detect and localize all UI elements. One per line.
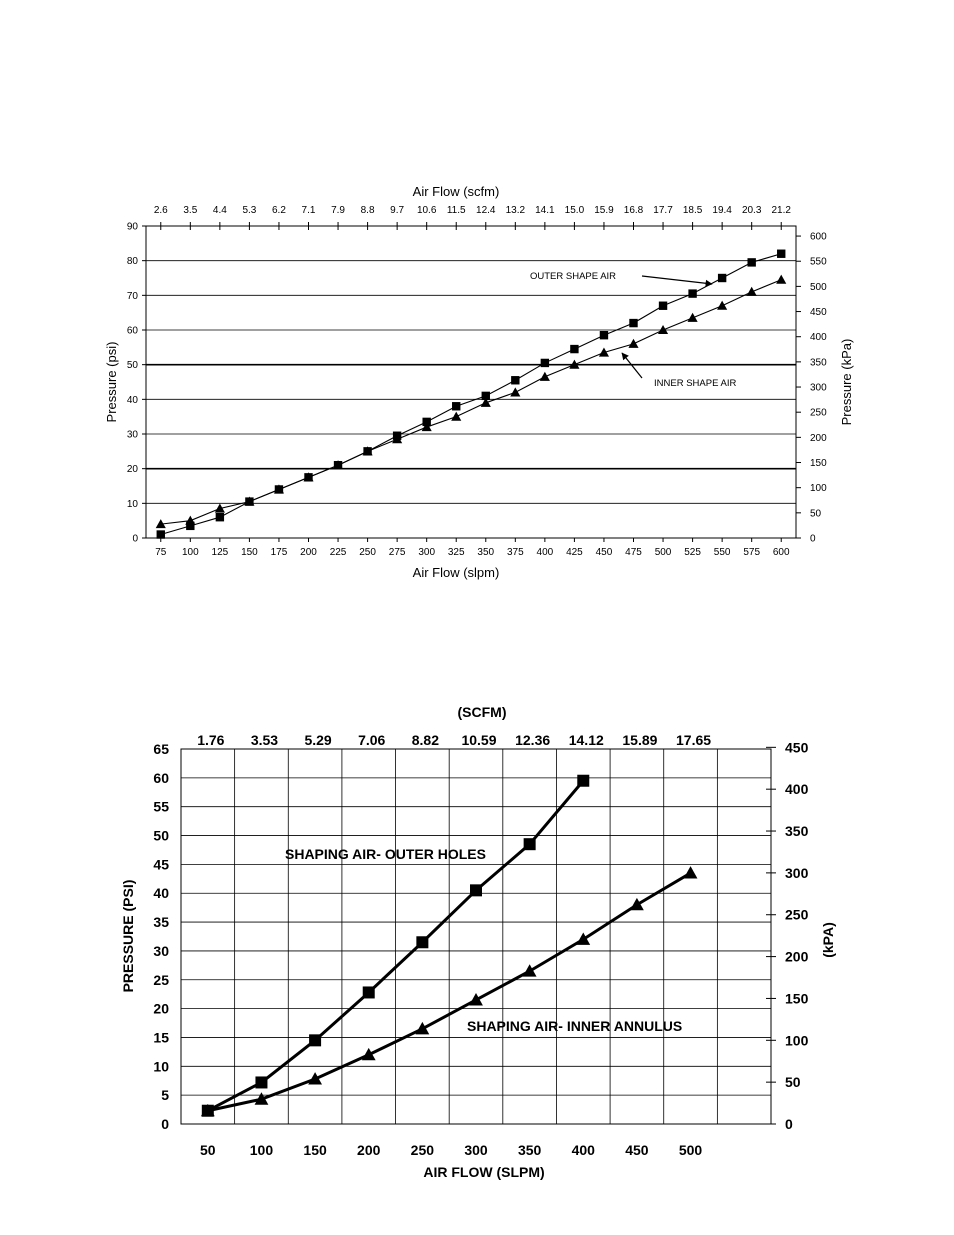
x-tick-label: 225 — [329, 547, 347, 558]
x-tick-label: 300 — [464, 1142, 488, 1158]
y-tick-label: 10 — [153, 1058, 169, 1075]
y2-tick-label: 400 — [785, 781, 809, 798]
top-tick-label: 19.4 — [712, 205, 732, 216]
x-tick-label: 525 — [684, 547, 701, 558]
annotation-inner: INNER SHAPE AIR — [654, 378, 737, 389]
y2-tick-label: 150 — [785, 990, 809, 1007]
data-point-triangle — [684, 866, 698, 878]
x-tick-label: 375 — [506, 547, 524, 558]
y-tick-label: 60 — [153, 769, 169, 786]
top-tick-label: 10.59 — [461, 732, 497, 748]
top-tick-label: 15.0 — [564, 205, 585, 216]
y-tick-label: 40 — [126, 394, 138, 406]
y2-tick-label: 100 — [810, 483, 827, 495]
y2-tick-label: 450 — [785, 739, 809, 756]
y-tick-label: 10 — [126, 498, 138, 510]
y-axis-title: PRESSURE (PSI) — [120, 879, 136, 993]
top-tick-label: 14.1 — [535, 205, 555, 216]
top-tick-label: 4.4 — [212, 205, 227, 216]
x-axis-title: AIR FLOW (SLPM) — [423, 1164, 545, 1180]
y2-tick-label: 600 — [810, 231, 827, 243]
y2-axis-title: Pressure (kPa) — [839, 338, 854, 426]
y2-tick-label: 100 — [785, 1032, 809, 1049]
annotation-outer: OUTER SHAPE AIR — [530, 271, 617, 282]
y-tick-label: 70 — [126, 290, 138, 302]
top-tick-label: 5.29 — [304, 732, 332, 748]
x-tick-label: 500 — [654, 547, 672, 558]
x-tick-label: 575 — [743, 547, 761, 558]
y2-tick-label: 300 — [810, 382, 827, 394]
top-tick-label: 2.6 — [153, 205, 168, 216]
x-tick-label: 75 — [155, 547, 167, 558]
x-tick-label: 200 — [300, 547, 317, 558]
x-axis-title: Air Flow (slpm) — [412, 565, 500, 580]
y-tick-label: 50 — [153, 827, 169, 844]
top-tick-label: 11.5 — [446, 205, 466, 216]
top-tick-label: 7.1 — [301, 205, 316, 216]
data-point-triangle — [576, 932, 590, 944]
top-tick-label: 1.76 — [197, 732, 225, 748]
y-tick-label: 0 — [161, 1116, 169, 1132]
top-tick-label: 10.6 — [416, 205, 437, 216]
y2-tick-label: 200 — [810, 432, 827, 444]
y2-tick-label: 350 — [785, 823, 809, 840]
data-point-square — [309, 1034, 321, 1046]
x-tick-label: 550 — [713, 547, 731, 558]
data-point-triangle — [523, 964, 537, 976]
y-tick-label: 35 — [153, 914, 169, 931]
data-point-square — [524, 838, 536, 850]
top-tick-label: 13.2 — [505, 205, 526, 216]
top-tick-label: 15.89 — [622, 732, 658, 748]
data-point-square — [363, 986, 375, 998]
top-tick-label: 16.8 — [623, 205, 644, 216]
y-tick-label: 5 — [161, 1087, 169, 1104]
data-point-square — [577, 775, 589, 787]
x-tick-label: 450 — [595, 547, 613, 558]
y2-tick-label: 250 — [810, 407, 827, 419]
x-tick-label: 300 — [418, 547, 436, 558]
y-tick-label: 20 — [126, 464, 138, 476]
top-tick-label: 3.5 — [183, 205, 198, 216]
y-tick-label: 25 — [153, 971, 169, 988]
x-tick-label: 200 — [357, 1142, 381, 1158]
y2-tick-label: 550 — [810, 256, 827, 268]
y2-tick-label: 0 — [810, 533, 816, 545]
y2-tick-label: 50 — [785, 1074, 801, 1091]
data-point-triangle — [469, 993, 483, 1005]
y2-tick-label: 0 — [785, 1116, 793, 1132]
y2-tick-label: 350 — [810, 357, 827, 369]
x-tick-label: 175 — [270, 547, 288, 558]
top-tick-label: 6.2 — [272, 205, 286, 216]
data-point-triangle — [415, 1022, 429, 1034]
y-tick-label: 30 — [153, 942, 169, 959]
y-tick-label: 20 — [153, 1000, 169, 1017]
x-tick-label: 350 — [517, 1142, 542, 1158]
x-tick-label: 475 — [625, 547, 642, 558]
data-point-square — [416, 936, 428, 948]
x-tick-label: 425 — [566, 547, 583, 558]
y-tick-label: 55 — [153, 798, 169, 815]
x-tick-label: 150 — [241, 547, 258, 558]
y-tick-label: 90 — [126, 221, 138, 233]
top-tick-label: 14.12 — [568, 732, 604, 748]
y-axis-title: Pressure (psi) — [104, 341, 119, 423]
y-tick-label: 50 — [126, 360, 138, 372]
x-tick-label: 275 — [388, 547, 406, 558]
top-axis-title: Air Flow (scfm) — [412, 184, 500, 199]
top-tick-label: 20.3 — [741, 205, 762, 216]
x-tick-label: 250 — [410, 1142, 435, 1158]
y2-tick-label: 450 — [810, 307, 827, 319]
y2-tick-label: 500 — [810, 281, 827, 293]
y2-tick-label: 250 — [785, 906, 809, 923]
y-tick-label: 65 — [153, 741, 169, 757]
top-tick-label: 9.7 — [390, 205, 405, 216]
top-tick-label: 8.8 — [360, 205, 375, 216]
y2-tick-label: 150 — [810, 458, 827, 470]
x-tick-label: 600 — [772, 547, 790, 558]
x-tick-label: 325 — [447, 547, 465, 558]
top-tick-label: 3.53 — [250, 732, 279, 748]
top-tick-label: 7.9 — [331, 205, 345, 216]
x-tick-label: 100 — [249, 1142, 274, 1158]
y2-tick-label: 50 — [810, 508, 822, 520]
y2-axis-title: (kPA) — [820, 922, 836, 958]
x-tick-label: 450 — [625, 1142, 649, 1158]
top-tick-label: 15.9 — [594, 205, 614, 216]
x-tick-label: 50 — [200, 1142, 216, 1158]
y-tick-label: 80 — [126, 256, 138, 268]
data-point-triangle — [630, 898, 644, 910]
x-tick-label: 125 — [211, 547, 229, 558]
y-tick-label: 45 — [153, 856, 169, 873]
y2-tick-label: 200 — [785, 948, 809, 965]
data-point-square — [470, 884, 482, 896]
x-tick-label: 150 — [303, 1142, 327, 1158]
x-tick-label: 400 — [536, 547, 554, 558]
y-tick-label: 60 — [126, 325, 138, 337]
top-tick-label: 17.7 — [653, 205, 673, 216]
y-tick-label: 0 — [132, 533, 138, 545]
plot-frame — [181, 749, 771, 1124]
top-tick-label: 21.2 — [771, 205, 791, 216]
top-tick-label: 17.65 — [676, 732, 712, 748]
x-tick-label: 400 — [571, 1142, 595, 1158]
top-tick-label: 12.4 — [476, 205, 496, 216]
data-point-square — [255, 1076, 267, 1088]
y-tick-label: 40 — [153, 885, 169, 902]
x-tick-label: 250 — [359, 547, 376, 558]
top-tick-label: 18.5 — [682, 205, 703, 216]
top-tick-label: 8.82 — [411, 732, 439, 748]
x-tick-label: 100 — [181, 547, 199, 558]
x-tick-label: 350 — [477, 547, 495, 558]
annotation-inner: SHAPING AIR- INNER ANNULUS — [467, 1018, 683, 1034]
top-axis-title: (SCFM) — [457, 704, 507, 720]
y2-tick-label: 300 — [785, 864, 809, 881]
y-tick-label: 15 — [153, 1029, 169, 1046]
y-tick-label: 30 — [126, 429, 138, 441]
annotation-outer: SHAPING AIR- OUTER HOLES — [285, 846, 486, 862]
top-tick-label: 5.3 — [242, 205, 257, 216]
top-tick-label: 7.06 — [358, 732, 386, 748]
y2-tick-label: 400 — [810, 332, 827, 344]
top-tick-label: 12.36 — [515, 732, 551, 748]
x-tick-label: 500 — [678, 1142, 703, 1158]
